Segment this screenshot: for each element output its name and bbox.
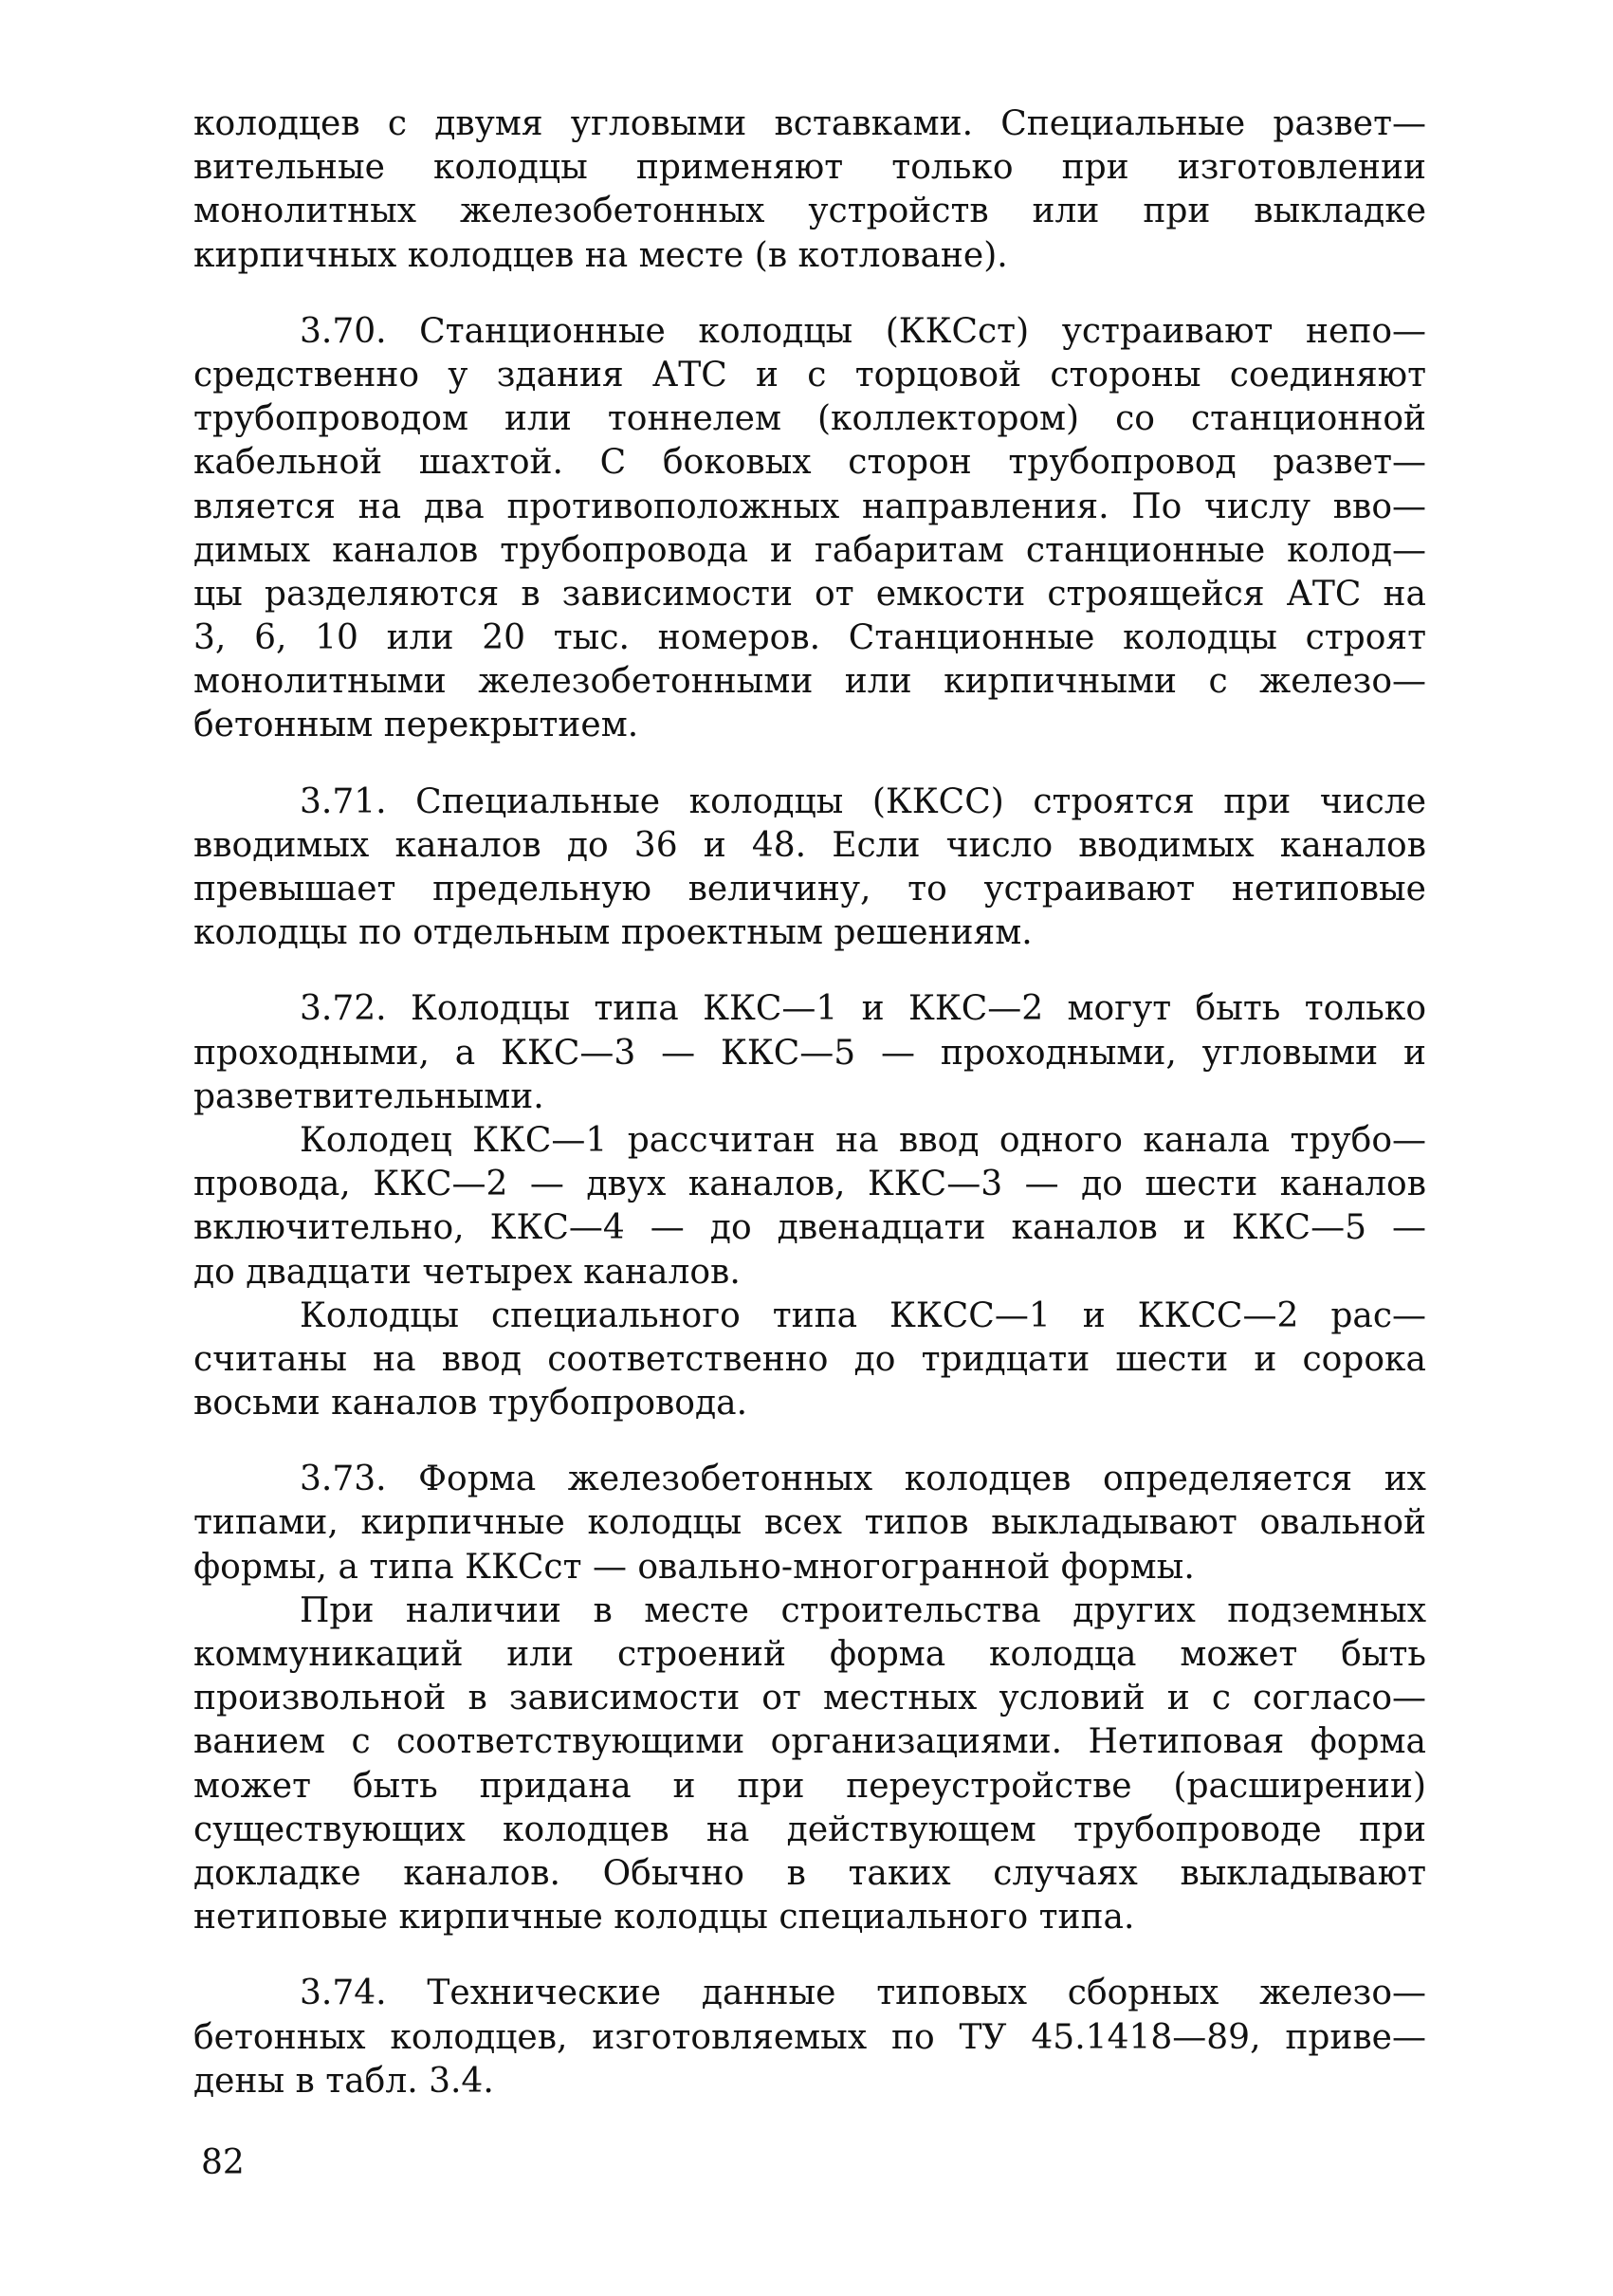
text-line: вительные колодцы применяют только при изготовлении [193, 148, 1426, 188]
text-line: 3.74. Технические данные типовых сборных железо— [300, 1974, 1426, 2013]
text-line: произвольной в зависимости от местных условий и с согласо— [193, 1679, 1426, 1718]
paragraph-3-70 [193, 310, 1426, 748]
text-line: формы, а типа ККСст — овально-многогранной формы. [193, 1547, 1195, 1587]
text-line: 3.72. Колодцы типа ККС—1 и ККС—2 могут быть только [300, 989, 1426, 1029]
text-line: цы разделяются в зависимости от емкости строящейся АТС на [193, 574, 1426, 614]
text-line: включительно, ККС—4 — до двенадцати каналов и ККС—5 — [193, 1208, 1426, 1248]
text-line: 3.71. Специальные колодцы (ККСС) строятся при числе [300, 781, 1426, 821]
text-line: вляется на два противоположных направления. По числу вво— [193, 487, 1426, 526]
text-line: димых каналов трубопровода и габаритам станционные колод— [193, 530, 1426, 570]
text-line: нетиповые кирпичные колодцы специального типа. [193, 1898, 1135, 1938]
text-line: колодцы по отдельным проектным решениям. [193, 913, 1033, 953]
paragraph-3-72 [193, 987, 1426, 1425]
text-line: ванием с соответствующими организациями. Нетиповая форма [193, 1722, 1426, 1762]
text-line: считаны на ввод соответственно до тридцати шести и сорока [193, 1339, 1426, 1379]
text-line: кабельной шахтой. С боковых сторон трубопровод развет— [193, 443, 1426, 483]
text-line: 3.73. Форма железобетонных колодцев определяется их [300, 1460, 1426, 1499]
text-line: трубопроводом или тоннелем (коллектором) со станционной [193, 399, 1426, 439]
text-line: Колодцы специального типа ККСС—1 и ККСС—2 рас— [300, 1295, 1426, 1335]
text-line: типами, кирпичные колодцы всех типов выкладывают овальной [193, 1503, 1426, 1543]
page-body [193, 102, 1426, 2103]
text-line: восьми каналов трубопровода. [193, 1384, 748, 1424]
text-line: превышает предельную величину, то устраивают нетиповые [193, 870, 1426, 909]
text-line: вводимых каналов до 36 и 48. Если число вводимых каналов [193, 825, 1426, 865]
text-line: колодцев с двумя угловыми вставками. Специальные развет— [193, 104, 1426, 143]
text-line: При наличии в месте строительства других подземных [300, 1590, 1426, 1630]
paragraph-3-71 [193, 781, 1426, 956]
text-line: 3, 6, 10 или 20 тыс. номеров. Станционные колодцы строят [193, 618, 1426, 658]
text-line: 3.70. Станционные колодцы (ККСст) устраивают непо— [300, 311, 1426, 351]
text-line: может быть придана и при переустройстве (расширении) [193, 1766, 1426, 1806]
text-line: кирпичных колодцев на месте (в котловане). [193, 235, 1008, 275]
paragraph-3-74 [193, 1972, 1426, 2103]
paragraph-3-73 [193, 1458, 1426, 1939]
text-line: монолитных железобетонных устройств или при выкладке [193, 192, 1426, 231]
text-line: бетонным перекрытием. [193, 706, 639, 745]
text-line: монолитными железобетонными или кирпичными с железо— [193, 662, 1426, 702]
text-line: бетонных колодцев, изготовляемых по ТУ 45.1418—89, приве— [193, 2017, 1426, 2057]
text-line: дены в табл. 3.4. [193, 2061, 494, 2101]
text-line: коммуникаций или строений форма колодца может быть [193, 1635, 1426, 1674]
text-line: докладке каналов. Обычно в таких случаях выкладывают [193, 1853, 1426, 1893]
text-line: Колодец ККС—1 рассчитан на ввод одного канала трубо— [300, 1120, 1426, 1160]
text-line: до двадцати четырех каналов. [193, 1252, 741, 1292]
text-line: провода, ККС—2 — двух каналов, ККС—3 — до шести каналов [193, 1165, 1426, 1204]
paragraph-1 [193, 102, 1426, 278]
text-line: разветвительными. [193, 1076, 544, 1116]
text-line: проходными, а ККС—3 — ККС—5 — проходными, угловыми и [193, 1033, 1426, 1073]
text-line: средственно у здания АТС и с торцовой стороны соединяют [193, 355, 1426, 395]
text-line: существующих колодцев на действующем трубопроводе при [193, 1809, 1426, 1849]
page-number: 82 [201, 2143, 245, 2182]
